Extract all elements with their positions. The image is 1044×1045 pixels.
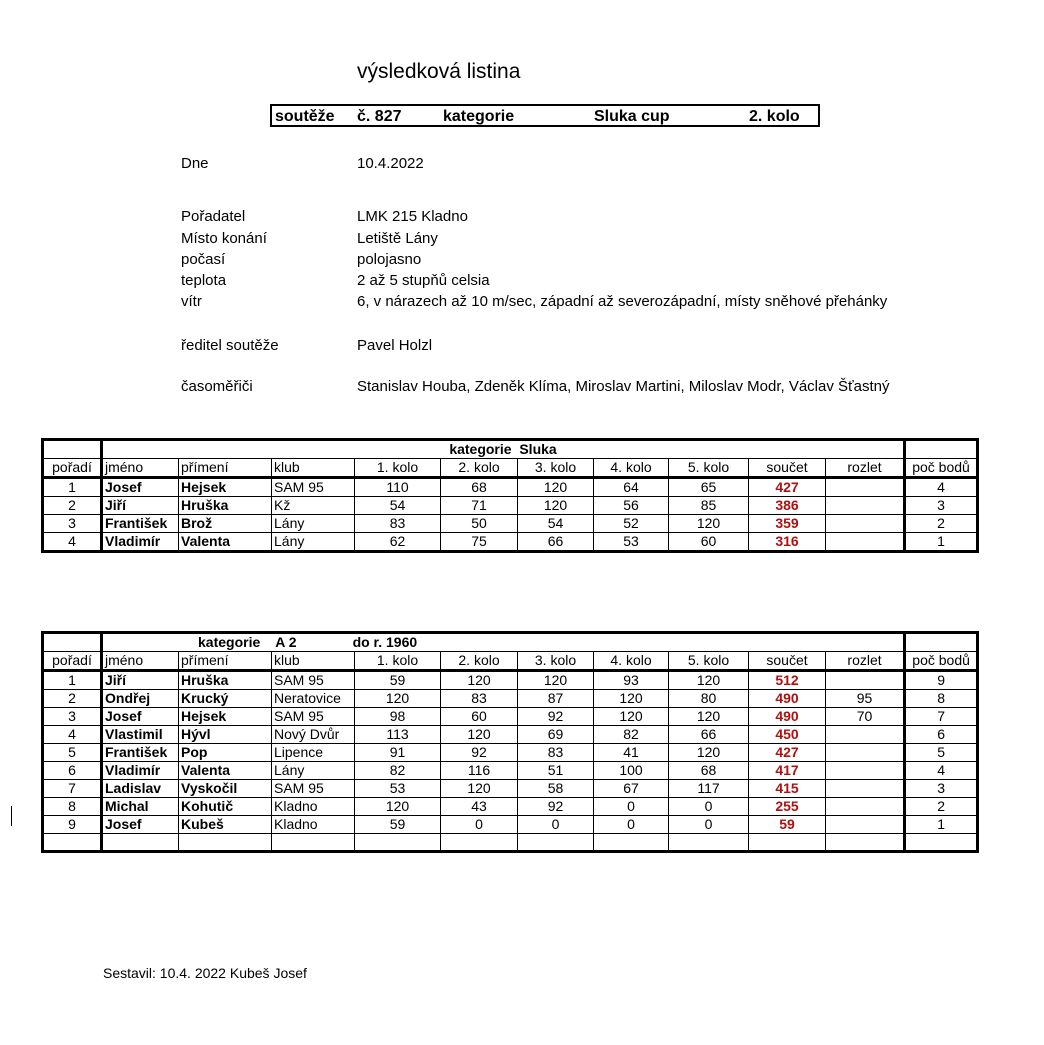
- table-row: [43, 478, 978, 497]
- rank-cell: 5: [43, 744, 102, 762]
- venue-value: Letiště Lány: [357, 230, 438, 247]
- round3-cell: [518, 834, 594, 852]
- banner-number: č. 827: [357, 108, 402, 125]
- column-header: 1. kolo: [355, 459, 441, 478]
- category-note: do r. 1960: [352, 634, 418, 650]
- flyoff-cell: [826, 816, 905, 834]
- flyoff-cell: 70: [826, 708, 905, 726]
- round2-cell: 92: [441, 744, 518, 762]
- column-header: jméno: [102, 652, 179, 671]
- column-header: rozlet: [826, 652, 905, 671]
- organizer-value: LMK 215 Kladno: [357, 208, 468, 225]
- club-cell: SAM 95: [272, 708, 355, 726]
- column-header: jméno: [102, 459, 179, 478]
- date-value: 10.4.2022: [357, 155, 424, 172]
- timers-value: Stanislav Houba, Zdeněk Klíma, Miroslav Martini, Miloslav Modr, Václav Šťastný: [357, 378, 890, 395]
- round3-cell: 92: [518, 708, 594, 726]
- rank-cell: 2: [43, 690, 102, 708]
- points-cell: [905, 834, 978, 852]
- rank-cell: 7: [43, 780, 102, 798]
- round4-cell: 100: [594, 762, 669, 780]
- round4-cell: 0: [594, 798, 669, 816]
- total-cell: 450: [749, 726, 826, 744]
- first-name-cell: Josef: [102, 708, 179, 726]
- competition-banner: [270, 104, 820, 127]
- round3-cell: 87: [518, 690, 594, 708]
- round2-cell: 120: [441, 726, 518, 744]
- results-table-sluka: [41, 438, 979, 553]
- rank-cell: 6: [43, 762, 102, 780]
- first-name-cell: Josef: [102, 478, 179, 497]
- club-cell: Nový Dvůr: [272, 726, 355, 744]
- round5-cell: 68: [669, 762, 749, 780]
- round1-cell: 98: [355, 708, 441, 726]
- round5-cell: 120: [669, 744, 749, 762]
- round2-cell: 83: [441, 690, 518, 708]
- table-row: [43, 834, 978, 852]
- points-cell: 3: [905, 780, 978, 798]
- round5-cell: 85: [669, 497, 749, 515]
- club-cell: Lány: [272, 762, 355, 780]
- banner-category-label: kategorie: [443, 108, 515, 125]
- round5-cell: 117: [669, 780, 749, 798]
- round4-cell: 53: [594, 533, 669, 552]
- flyoff-cell: [826, 834, 905, 852]
- flyoff-cell: [826, 671, 905, 690]
- total-cell: 359: [749, 515, 826, 533]
- round2-cell: 60: [441, 708, 518, 726]
- flyoff-cell: [826, 497, 905, 515]
- flyoff-cell: [826, 798, 905, 816]
- total-cell: 427: [749, 744, 826, 762]
- total-cell: 417: [749, 762, 826, 780]
- round4-cell: [594, 834, 669, 852]
- round2-cell: 71: [441, 497, 518, 515]
- round1-cell: 59: [355, 671, 441, 690]
- column-header: rozlet: [826, 459, 905, 478]
- round1-cell: 53: [355, 780, 441, 798]
- round2-cell: 0: [441, 816, 518, 834]
- flyoff-cell: [826, 478, 905, 497]
- column-header: poč bodů: [905, 652, 978, 671]
- wind-label: vítr: [181, 293, 202, 310]
- table-row: [43, 690, 978, 708]
- empty-cell: [43, 633, 102, 652]
- column-header: přímení: [179, 459, 272, 478]
- first-name-cell: Ladislav: [102, 780, 179, 798]
- points-cell: 4: [905, 478, 978, 497]
- total-cell: 490: [749, 690, 826, 708]
- director-label: ředitel soutěže: [181, 337, 279, 354]
- round5-cell: 120: [669, 671, 749, 690]
- column-header: pořadí: [43, 459, 102, 478]
- rank-cell: 4: [43, 726, 102, 744]
- rank-cell: 3: [43, 708, 102, 726]
- column-header: přímení: [179, 652, 272, 671]
- date-label: Dne: [181, 155, 209, 172]
- column-header: součet: [749, 459, 826, 478]
- table-row: [43, 762, 978, 780]
- round3-cell: 0: [518, 816, 594, 834]
- total-cell: 512: [749, 671, 826, 690]
- total-cell: 316: [749, 533, 826, 552]
- round3-cell: 120: [518, 478, 594, 497]
- column-header: 5. kolo: [669, 459, 749, 478]
- round4-cell: 93: [594, 671, 669, 690]
- text-cursor: [11, 806, 12, 826]
- round3-cell: 66: [518, 533, 594, 552]
- flyoff-cell: [826, 780, 905, 798]
- round3-cell: 120: [518, 671, 594, 690]
- compiled-by: Sestavil: 10.4. 2022 Kubeš Josef: [103, 965, 307, 981]
- flyoff-cell: [826, 726, 905, 744]
- round2-cell: 68: [441, 478, 518, 497]
- last-name-cell: Valenta: [179, 762, 272, 780]
- round1-cell: 110: [355, 478, 441, 497]
- round3-cell: 120: [518, 497, 594, 515]
- round1-cell: 120: [355, 690, 441, 708]
- table-row: [43, 533, 978, 552]
- page-title: výsledková listina: [357, 60, 521, 83]
- header-row: [43, 652, 978, 671]
- round4-cell: 120: [594, 708, 669, 726]
- results-table-a2: [41, 631, 979, 853]
- round1-cell: 113: [355, 726, 441, 744]
- points-cell: 1: [905, 533, 978, 552]
- rank-cell: 8: [43, 798, 102, 816]
- weather-value: polojasno: [357, 251, 422, 268]
- first-name-cell: Jiří: [102, 497, 179, 515]
- last-name-cell: Vyskočil: [179, 780, 272, 798]
- last-name-cell: Pop: [179, 744, 272, 762]
- points-cell: 4: [905, 762, 978, 780]
- director-value: Pavel Holzl: [357, 337, 433, 354]
- last-name-cell: Hruška: [179, 671, 272, 690]
- club-cell: Kladno: [272, 798, 355, 816]
- empty-cell: [43, 440, 102, 459]
- round5-cell: 66: [669, 726, 749, 744]
- column-header: 5. kolo: [669, 652, 749, 671]
- round5-cell: 120: [669, 515, 749, 533]
- round4-cell: 56: [594, 497, 669, 515]
- table-row: [43, 816, 978, 834]
- round2-cell: 75: [441, 533, 518, 552]
- round1-cell: 62: [355, 533, 441, 552]
- rank-cell: 4: [43, 533, 102, 552]
- points-cell: 2: [905, 515, 978, 533]
- club-cell: [272, 834, 355, 852]
- club-cell: Kž: [272, 497, 355, 515]
- column-header: 1. kolo: [355, 652, 441, 671]
- round1-cell: 59: [355, 816, 441, 834]
- round2-cell: 43: [441, 798, 518, 816]
- last-name-cell: Brož: [179, 515, 272, 533]
- club-cell: SAM 95: [272, 671, 355, 690]
- column-header: součet: [749, 652, 826, 671]
- table-row: [43, 708, 978, 726]
- club-cell: Lány: [272, 515, 355, 533]
- round5-cell: 65: [669, 478, 749, 497]
- total-cell: 490: [749, 708, 826, 726]
- first-name-cell: František: [102, 744, 179, 762]
- round4-cell: 52: [594, 515, 669, 533]
- total-cell: 255: [749, 798, 826, 816]
- flyoff-cell: [826, 744, 905, 762]
- round2-cell: [441, 834, 518, 852]
- column-header: klub: [272, 459, 355, 478]
- round4-cell: 64: [594, 478, 669, 497]
- flyoff-cell: [826, 515, 905, 533]
- banner-round: 2. kolo: [749, 108, 800, 125]
- last-name-cell: Valenta: [179, 533, 272, 552]
- category-title: kategorie Sluka: [102, 440, 905, 459]
- column-header: klub: [272, 652, 355, 671]
- club-cell: Neratovice: [272, 690, 355, 708]
- column-header: pořadí: [43, 652, 102, 671]
- last-name-cell: Krucký: [179, 690, 272, 708]
- round5-cell: 0: [669, 816, 749, 834]
- flyoff-cell: 95: [826, 690, 905, 708]
- first-name-cell: Vladimír: [102, 762, 179, 780]
- points-cell: 2: [905, 798, 978, 816]
- wind-value: 6, v nárazech až 10 m/sec, západní až severozápadní, místy sněhové přehánky: [357, 293, 888, 310]
- rank-cell: 1: [43, 478, 102, 497]
- empty-cell: [905, 440, 978, 459]
- club-cell: SAM 95: [272, 780, 355, 798]
- round5-cell: 120: [669, 708, 749, 726]
- round3-cell: 54: [518, 515, 594, 533]
- total-cell: [749, 834, 826, 852]
- round3-cell: 83: [518, 744, 594, 762]
- table-row: [43, 726, 978, 744]
- round3-cell: 51: [518, 762, 594, 780]
- round4-cell: 41: [594, 744, 669, 762]
- total-cell: 386: [749, 497, 826, 515]
- table-row: [43, 497, 978, 515]
- club-cell: SAM 95: [272, 478, 355, 497]
- organizer-label: Pořadatel: [181, 208, 246, 225]
- round3-cell: 69: [518, 726, 594, 744]
- temp-label: teplota: [181, 272, 227, 289]
- total-cell: 427: [749, 478, 826, 497]
- rank-cell: 1: [43, 671, 102, 690]
- first-name-cell: František: [102, 515, 179, 533]
- round5-cell: 60: [669, 533, 749, 552]
- round1-cell: 82: [355, 762, 441, 780]
- column-header: 3. kolo: [518, 459, 594, 478]
- rank-cell: [43, 834, 102, 852]
- rank-cell: 3: [43, 515, 102, 533]
- points-cell: 8: [905, 690, 978, 708]
- round3-cell: 58: [518, 780, 594, 798]
- last-name-cell: Hývl: [179, 726, 272, 744]
- points-cell: 3: [905, 497, 978, 515]
- club-cell: Lipence: [272, 744, 355, 762]
- rank-cell: 2: [43, 497, 102, 515]
- timers-label: časoměřiči: [181, 378, 253, 395]
- banner-name: Sluka cup: [594, 108, 670, 125]
- round2-cell: 120: [441, 780, 518, 798]
- round4-cell: 67: [594, 780, 669, 798]
- rank-cell: 9: [43, 816, 102, 834]
- category-title: [102, 633, 905, 652]
- round2-cell: 50: [441, 515, 518, 533]
- first-name-cell: Josef: [102, 816, 179, 834]
- weather-label: počasí: [181, 251, 226, 268]
- round4-cell: 82: [594, 726, 669, 744]
- first-name-cell: Jiří: [102, 671, 179, 690]
- column-header: 3. kolo: [518, 652, 594, 671]
- round1-cell: 91: [355, 744, 441, 762]
- points-cell: 1: [905, 816, 978, 834]
- header-row: [43, 459, 978, 478]
- last-name-cell: Kubeš: [179, 816, 272, 834]
- column-header: poč bodů: [905, 459, 978, 478]
- round4-cell: 0: [594, 816, 669, 834]
- round1-cell: 120: [355, 798, 441, 816]
- last-name-cell: Hejsek: [179, 478, 272, 497]
- round4-cell: 120: [594, 690, 669, 708]
- banner-label: soutěže: [275, 108, 335, 125]
- points-cell: 7: [905, 708, 978, 726]
- first-name-cell: Ondřej: [102, 690, 179, 708]
- column-header: 2. kolo: [441, 652, 518, 671]
- category-row: [43, 633, 978, 652]
- table-row: [43, 515, 978, 533]
- flyoff-cell: [826, 533, 905, 552]
- column-header: 2. kolo: [441, 459, 518, 478]
- venue-label: Místo konání: [181, 230, 267, 247]
- empty-cell: [905, 633, 978, 652]
- points-cell: 6: [905, 726, 978, 744]
- total-cell: 415: [749, 780, 826, 798]
- round2-cell: 120: [441, 671, 518, 690]
- round5-cell: 0: [669, 798, 749, 816]
- first-name-cell: [102, 834, 179, 852]
- last-name-cell: Hruška: [179, 497, 272, 515]
- round5-cell: [669, 834, 749, 852]
- last-name-cell: Kohutič: [179, 798, 272, 816]
- round1-cell: 83: [355, 515, 441, 533]
- column-header: 4. kolo: [594, 459, 669, 478]
- column-header: 4. kolo: [594, 652, 669, 671]
- category-row: [43, 440, 978, 459]
- first-name-cell: Vladimír: [102, 533, 179, 552]
- flyoff-cell: [826, 762, 905, 780]
- category-name: kategorie A 2: [198, 634, 297, 650]
- table-row: [43, 780, 978, 798]
- round2-cell: 116: [441, 762, 518, 780]
- points-cell: 5: [905, 744, 978, 762]
- club-cell: Lány: [272, 533, 355, 552]
- table-row: [43, 744, 978, 762]
- last-name-cell: Hejsek: [179, 708, 272, 726]
- points-cell: 9: [905, 671, 978, 690]
- first-name-cell: Vlastimil: [102, 726, 179, 744]
- table-row: [43, 798, 978, 816]
- total-cell: 59: [749, 816, 826, 834]
- first-name-cell: Michal: [102, 798, 179, 816]
- round3-cell: 92: [518, 798, 594, 816]
- round5-cell: 80: [669, 690, 749, 708]
- table-row: [43, 671, 978, 690]
- round1-cell: [355, 834, 441, 852]
- round1-cell: 54: [355, 497, 441, 515]
- last-name-cell: [179, 834, 272, 852]
- club-cell: Kladno: [272, 816, 355, 834]
- temp-value: 2 až 5 stupňů celsia: [357, 272, 490, 289]
